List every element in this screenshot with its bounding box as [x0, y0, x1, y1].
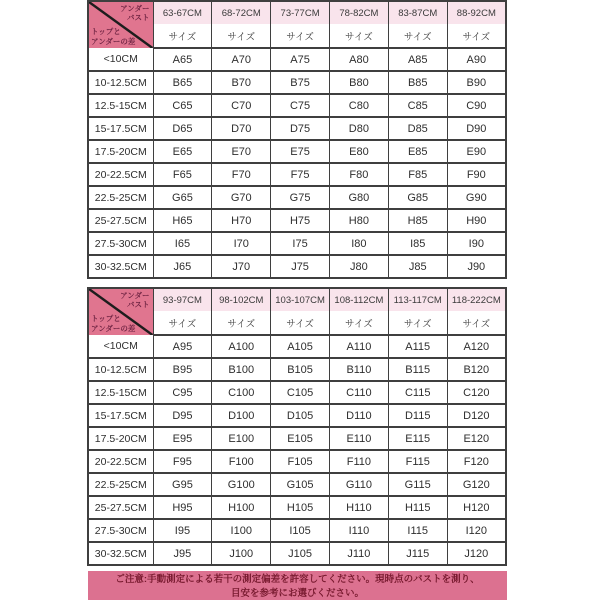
row-header: 20-22.5CM	[88, 163, 153, 186]
size-cell: C90	[447, 94, 506, 117]
size-cell: D105	[271, 404, 330, 427]
column-header: 93-97CM	[153, 288, 212, 311]
size-cell: A85	[388, 48, 447, 71]
size-cell: A80	[329, 48, 388, 71]
size-cell: A90	[447, 48, 506, 71]
size-cell: I120	[447, 519, 506, 542]
row-header: 25-27.5CM	[88, 209, 153, 232]
row-header: 30-32.5CM	[88, 542, 153, 565]
size-cell: E115	[388, 427, 447, 450]
size-cell: D100	[212, 404, 271, 427]
size-cell: E105	[271, 427, 330, 450]
size-cell: H120	[447, 496, 506, 519]
top-under-diff-line1: トップと	[91, 27, 121, 37]
top-under-diff-line2: アンダーの差	[91, 36, 136, 46]
size-cell: G95	[153, 473, 212, 496]
size-cell: E90	[447, 140, 506, 163]
size-subheader: サイズ	[329, 311, 388, 335]
size-cell: E70	[212, 140, 271, 163]
size-cell: G75	[271, 186, 330, 209]
size-cell: A100	[212, 335, 271, 358]
size-cell: G105	[271, 473, 330, 496]
size-cell: D80	[329, 117, 388, 140]
table-row	[88, 542, 506, 565]
size-cell: C110	[329, 381, 388, 404]
under-bust-label	[120, 291, 149, 310]
size-cell: I80	[329, 232, 388, 255]
top-under-diff-line2: アンダーの差	[91, 323, 136, 333]
size-subheader: サイズ	[388, 24, 447, 48]
size-cell: B105	[271, 358, 330, 381]
size-cell: J90	[447, 255, 506, 278]
top-under-diff-label	[91, 314, 135, 333]
under-bust-line2: バスト	[127, 300, 150, 310]
corner-header	[88, 288, 153, 335]
table-row	[88, 473, 506, 496]
size-cell: J75	[271, 255, 330, 278]
size-cell: I95	[153, 519, 212, 542]
size-cell: C120	[447, 381, 506, 404]
table-row	[88, 71, 506, 94]
size-subheader: サイズ	[271, 311, 330, 335]
size-cell: J80	[329, 255, 388, 278]
size-cell: B115	[388, 358, 447, 381]
table-row	[88, 117, 506, 140]
size-table-2-wrap	[87, 287, 507, 566]
table-row	[88, 48, 506, 71]
size-cell: B95	[153, 358, 212, 381]
size-cell: F90	[447, 163, 506, 186]
size-cell: I100	[212, 519, 271, 542]
table-row	[88, 163, 506, 186]
top-under-diff-label	[91, 27, 135, 46]
table-row	[88, 519, 506, 542]
size-cell: B110	[329, 358, 388, 381]
under-bust-line1: アンダー	[120, 4, 150, 13]
row-header: 17.5-20CM	[88, 140, 153, 163]
size-subheader: サイズ	[153, 311, 212, 335]
size-cell: D90	[447, 117, 506, 140]
size-cell: C95	[153, 381, 212, 404]
size-cell: H95	[153, 496, 212, 519]
size-cell: A115	[388, 335, 447, 358]
size-cell: A95	[153, 335, 212, 358]
size-cell: A110	[329, 335, 388, 358]
column-header: 83-87CM	[388, 1, 447, 24]
size-subheader: サイズ	[153, 24, 212, 48]
size-cell: E110	[329, 427, 388, 450]
size-cell: G110	[329, 473, 388, 496]
size-cell: C75	[271, 94, 330, 117]
size-cell: B120	[447, 358, 506, 381]
size-cell: E100	[212, 427, 271, 450]
size-cell: F95	[153, 450, 212, 473]
table-row	[88, 186, 506, 209]
size-cell: E80	[329, 140, 388, 163]
size-cell: H90	[447, 209, 506, 232]
size-cell: B100	[212, 358, 271, 381]
size-cell: A75	[271, 48, 330, 71]
size-cell: B70	[212, 71, 271, 94]
size-cell: I65	[153, 232, 212, 255]
size-subheader: サイズ	[329, 24, 388, 48]
table-row	[88, 404, 506, 427]
column-header: 78-82CM	[329, 1, 388, 24]
size-cell: F80	[329, 163, 388, 186]
size-cell: F115	[388, 450, 447, 473]
size-cell: J95	[153, 542, 212, 565]
size-cell: J110	[329, 542, 388, 565]
size-cell: D75	[271, 117, 330, 140]
size-cell: G90	[447, 186, 506, 209]
size-cell: D65	[153, 117, 212, 140]
size-cell: D85	[388, 117, 447, 140]
size-cell: J65	[153, 255, 212, 278]
size-subheader: サイズ	[447, 24, 506, 48]
size-cell: H100	[212, 496, 271, 519]
row-header: 12.5-15CM	[88, 94, 153, 117]
size-cell: D120	[447, 404, 506, 427]
size-cell: H75	[271, 209, 330, 232]
column-header: 113-117CM	[388, 288, 447, 311]
column-header: 73-77CM	[271, 1, 330, 24]
size-cell: C80	[329, 94, 388, 117]
size-cell: G80	[329, 186, 388, 209]
column-header-row	[88, 288, 506, 311]
table-row	[88, 335, 506, 358]
table-row	[88, 255, 506, 278]
size-cell: G70	[212, 186, 271, 209]
table-row	[88, 427, 506, 450]
row-header: 15-17.5CM	[88, 117, 153, 140]
size-cell: G65	[153, 186, 212, 209]
size-cell: F105	[271, 450, 330, 473]
row-header: 27.5-30CM	[88, 232, 153, 255]
table-row	[88, 94, 506, 117]
size-cell: C65	[153, 94, 212, 117]
row-header: <10CM	[88, 335, 153, 358]
size-cell: I110	[329, 519, 388, 542]
size-cell: A105	[271, 335, 330, 358]
top-under-diff-line1: トップと	[91, 314, 121, 324]
row-header: <10CM	[88, 48, 153, 71]
size-cell: C85	[388, 94, 447, 117]
notice-line-1: ご注意:手動測定による若干の測定偏差を許容してください。現時点のバストを測り、	[115, 574, 480, 585]
size-subheader: サイズ	[447, 311, 506, 335]
column-header: 63-67CM	[153, 1, 212, 24]
size-cell: J85	[388, 255, 447, 278]
size-cell: H105	[271, 496, 330, 519]
size-cell: H110	[329, 496, 388, 519]
size-cell: J100	[212, 542, 271, 565]
size-cell: F70	[212, 163, 271, 186]
row-header: 27.5-30CM	[88, 519, 153, 542]
size-cell: D95	[153, 404, 212, 427]
size-cell: H80	[329, 209, 388, 232]
column-header-row	[88, 1, 506, 24]
size-cell: D70	[212, 117, 271, 140]
table-row	[88, 450, 506, 473]
notice-box	[88, 571, 507, 600]
size-cell: G85	[388, 186, 447, 209]
size-cell: B90	[447, 71, 506, 94]
size-cell: H65	[153, 209, 212, 232]
size-cell: A70	[212, 48, 271, 71]
size-cell: A65	[153, 48, 212, 71]
size-subheader: サイズ	[212, 311, 271, 335]
under-bust-line2: バスト	[127, 13, 150, 23]
size-table-1-wrap	[87, 0, 507, 279]
table-row	[88, 381, 506, 404]
size-cell: F100	[212, 450, 271, 473]
size-subheader: サイズ	[271, 24, 330, 48]
row-header: 22.5-25CM	[88, 186, 153, 209]
size-cell: G100	[212, 473, 271, 496]
row-header: 22.5-25CM	[88, 473, 153, 496]
size-cell: H85	[388, 209, 447, 232]
size-cell: I75	[271, 232, 330, 255]
size-cell: C105	[271, 381, 330, 404]
size-cell: H70	[212, 209, 271, 232]
size-cell: I70	[212, 232, 271, 255]
size-cell: C100	[212, 381, 271, 404]
size-cell: D110	[329, 404, 388, 427]
size-cell: H115	[388, 496, 447, 519]
row-header: 25-27.5CM	[88, 496, 153, 519]
size-subheader: サイズ	[212, 24, 271, 48]
table-row	[88, 232, 506, 255]
size-cell: I90	[447, 232, 506, 255]
column-header: 108-112CM	[329, 288, 388, 311]
under-bust-label	[120, 4, 149, 23]
size-cell: A120	[447, 335, 506, 358]
size-cell: D115	[388, 404, 447, 427]
row-header: 10-12.5CM	[88, 358, 153, 381]
size-cell: E95	[153, 427, 212, 450]
size-cell: J115	[388, 542, 447, 565]
size-cell: G120	[447, 473, 506, 496]
size-cell: I85	[388, 232, 447, 255]
table-row	[88, 358, 506, 381]
size-cell: F110	[329, 450, 388, 473]
size-cell: F85	[388, 163, 447, 186]
size-cell: F75	[271, 163, 330, 186]
size-cell: B75	[271, 71, 330, 94]
size-cell: I115	[388, 519, 447, 542]
notice-line-2: 目安を参考にお選びください。	[230, 587, 364, 599]
size-subheader: サイズ	[388, 311, 447, 335]
size-cell: E75	[271, 140, 330, 163]
size-table-1	[87, 0, 507, 279]
row-header: 10-12.5CM	[88, 71, 153, 94]
size-cell: C70	[212, 94, 271, 117]
size-cell: E65	[153, 140, 212, 163]
size-cell: J70	[212, 255, 271, 278]
column-header: 98-102CM	[212, 288, 271, 311]
size-table-2	[87, 287, 507, 566]
row-header: 30-32.5CM	[88, 255, 153, 278]
column-header: 118-222CM	[447, 288, 506, 311]
size-cell: J120	[447, 542, 506, 565]
size-cell: F120	[447, 450, 506, 473]
size-cell: B65	[153, 71, 212, 94]
table-row	[88, 209, 506, 232]
row-header: 15-17.5CM	[88, 404, 153, 427]
table-row	[88, 140, 506, 163]
table-row	[88, 496, 506, 519]
size-cell: E120	[447, 427, 506, 450]
row-header: 17.5-20CM	[88, 427, 153, 450]
under-bust-line1: アンダー	[120, 291, 150, 300]
column-header: 103-107CM	[271, 288, 330, 311]
size-cell: J105	[271, 542, 330, 565]
row-header: 12.5-15CM	[88, 381, 153, 404]
column-header: 68-72CM	[212, 1, 271, 24]
size-cell: F65	[153, 163, 212, 186]
size-cell: E85	[388, 140, 447, 163]
row-header: 20-22.5CM	[88, 450, 153, 473]
size-cell: I105	[271, 519, 330, 542]
corner-header	[88, 1, 153, 48]
size-cell: G115	[388, 473, 447, 496]
size-cell: B85	[388, 71, 447, 94]
size-cell: C115	[388, 381, 447, 404]
column-header: 88-92CM	[447, 1, 506, 24]
size-cell: B80	[329, 71, 388, 94]
